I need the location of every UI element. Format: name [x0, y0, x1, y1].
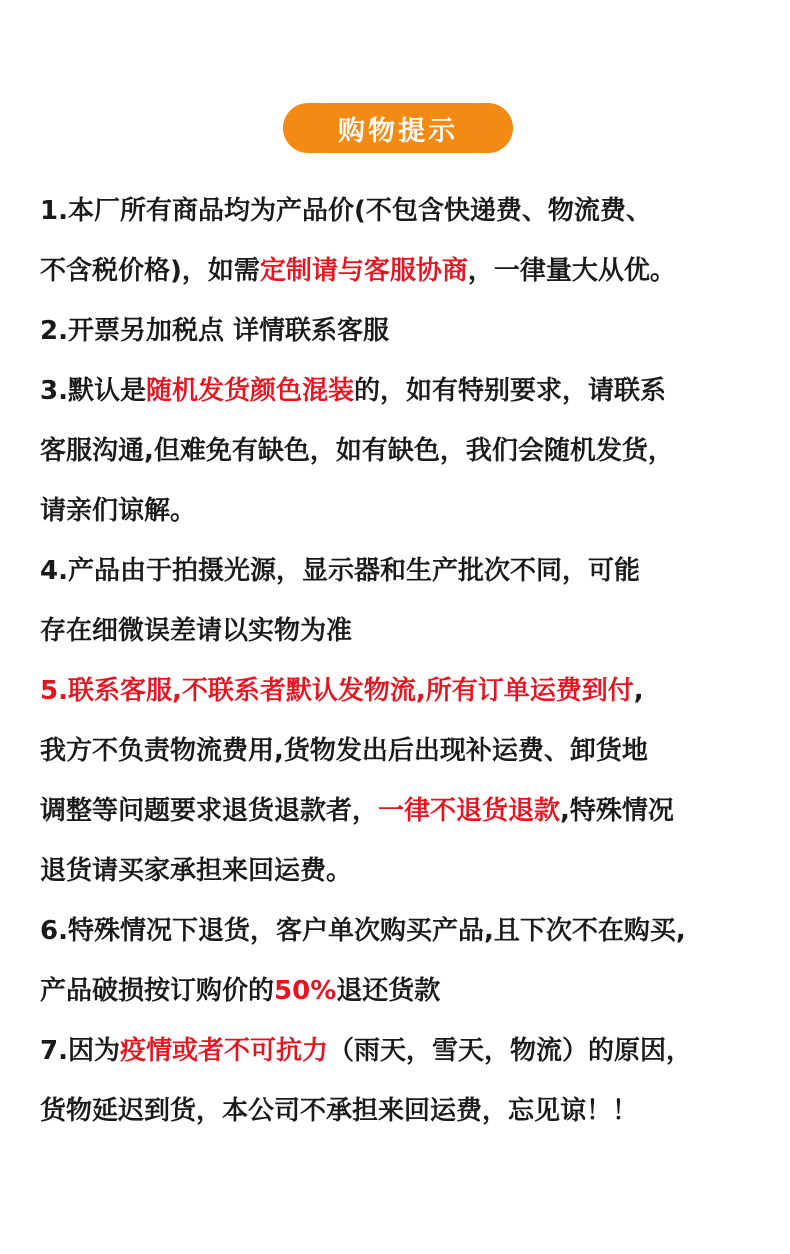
notice-text: 4.产品由于拍摄光源，显示器和生产批次不同，可能 — [40, 556, 640, 586]
shopping-tips-badge — [283, 103, 513, 153]
notice-line — [40, 541, 785, 601]
notice-text: 调整等问题要求退货退款者， — [40, 796, 379, 826]
notice-line — [40, 361, 785, 421]
notice-text: （雨天，雪天，物流）的原因， — [327, 1036, 692, 1066]
notice-text: 客服沟通,但难免有缺色，如有缺色，我们会随机发货， — [40, 436, 674, 466]
notice-text: ，一律量大从优。 — [467, 256, 676, 286]
notice-text: 存在细微误差请以实物为准 — [40, 616, 353, 646]
notice-line — [40, 301, 785, 361]
notice-text: ,特殊情况 — [560, 796, 674, 826]
notice-text: 7.因为 — [40, 1036, 120, 1066]
badge-title: 购物提示 — [338, 115, 458, 147]
highlighted-text: 5. — [40, 676, 68, 706]
notice-text: 的，如有特别要求，请联系 — [353, 376, 666, 406]
notice-text-block — [40, 181, 785, 1141]
notice-text: 1.本厂所有商品均为产品价(不包含快递费、物流费、 — [40, 196, 652, 226]
notice-line — [40, 481, 785, 541]
notice-line — [40, 601, 785, 661]
notice-line — [40, 241, 785, 301]
notice-line — [40, 1081, 785, 1141]
highlighted-text: 50% — [274, 976, 337, 1006]
highlighted-text: 定制请与客服协商 — [259, 256, 468, 286]
notice-text: 不含税价格)，如需 — [40, 256, 260, 286]
notice-line — [40, 961, 785, 1021]
notice-line — [40, 901, 785, 961]
notice-text: 我方不负责物流费用,货物发出后出现补运费、卸货地 — [40, 736, 648, 766]
notice-text: 退货请买家承担来回运费。 — [40, 856, 353, 886]
notice-text: 6.特殊情况下退货，客户单次购买产品,且下次不在购买, — [40, 916, 686, 946]
notice-line — [40, 181, 785, 241]
highlighted-text: 随机发货颜色混装 — [145, 376, 354, 406]
notice-line — [40, 781, 785, 841]
notice-line — [40, 661, 785, 721]
notice-line — [40, 1021, 785, 1081]
notice-line — [40, 841, 785, 901]
highlighted-text: 一律不退货退款 — [378, 796, 561, 826]
notice-line — [40, 421, 785, 481]
highlighted-text: 疫情或者不可抗力 — [119, 1036, 328, 1066]
notice-text: 2.开票另加税点 详情联系客服 — [40, 316, 390, 346]
notice-text: , — [633, 676, 644, 706]
notice-line — [40, 721, 785, 781]
notice-text: 退还货款 — [336, 976, 441, 1006]
notice-text: 产品破损按订购价的 — [40, 976, 275, 1006]
notice-text: 请亲们谅解。 — [40, 496, 197, 526]
highlighted-text: 联系客服,不联系者默认发物流,所有订单运费到付 — [67, 676, 634, 706]
notice-text: 3.默认是 — [40, 376, 146, 406]
notice-text: 货物延迟到货，本公司不承担来回运费，忘见谅！！ — [40, 1096, 639, 1126]
